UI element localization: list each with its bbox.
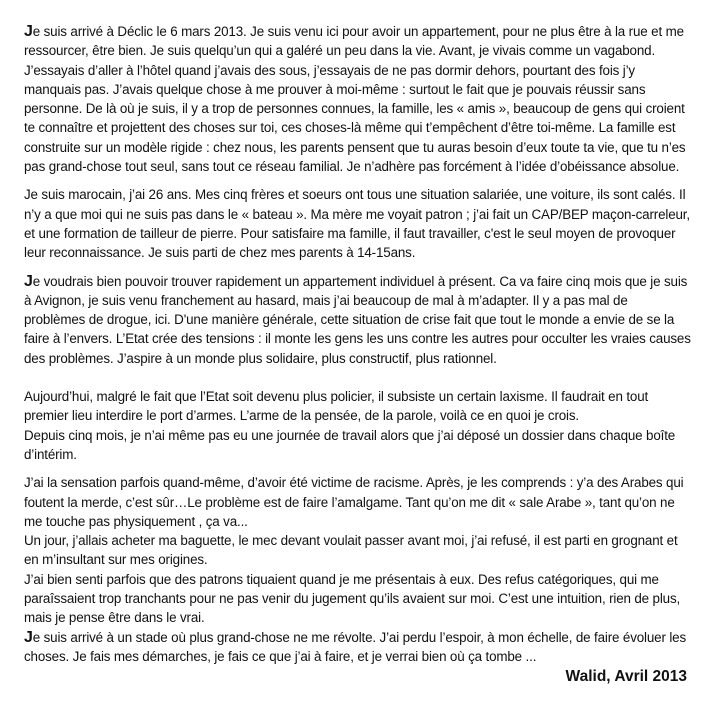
signature: Walid, Avril 2013 [565, 668, 687, 685]
paragraph-7: Un jour, j’allais acheter ma baguette, le mec devant voulait passer avant moi, j’ai refusé, il est parti en grognant et en m’insultant sur mes origines. [24, 533, 678, 568]
paragraph-3-text: e voudrais bien pouvoir trouver rapidement un appartement individuel à présent. Ca va faire cinq mois que je suis à Avignon, je suis venu franchement au hasard, mais j’ai beaucoup de mal à m’adapter. Il y a pas mal de problèmes de drogue, ici. D'une manière générale, cette situation de crise fait que tout le monde a envie de se la faire à l’envers. L’Etat crée des tensions : il monte les gens les uns contre les autres pour occulter les vraies causes des problèmes. J’aspire à un monde plus solidaire, plus constructif, plus rationnel. [24, 273, 691, 366]
paragraph-5: Depuis cinq mois, je n’ai même pas eu une journée de travail alors que j’ai déposé un dossier dans chaque boîte d’intérim. [24, 427, 676, 462]
paragraph-2: Je suis marocain, j’ai 26 ans. Mes cinq frères et soeurs ont tous une situation salariée, une voiture, ils sont calés. Il n’y a que moi qui ne suis pas dans le « bateau ». Ma mère me voyait patron ; j’ai fait un CAP/BEP maçon-carreleur, et une formation de tailleur de pierre. Pour satisfaire ma famille, il faut travailler, c'est le seul moyen de provoquer leur reconnaissance. Je suis parti de chez mes parents à 14-15ans. [24, 187, 690, 261]
paragraph-8: J’ai bien senti parfois que des patrons tiquaient quand je me présentais à eux. Des refus catégoriques, qui me paraîssaient trop tranchants pour ne pas venir du jugement qu’ils avaient sur moi. C’est une intuition, rien de plus, mais je pense être dans le vrai. [24, 571, 681, 626]
paragraph-1 [24, 22, 692, 176]
drop-letter: J [24, 23, 33, 40]
paragraph-9 [24, 628, 692, 667]
drop-letter: J [24, 272, 33, 290]
paragraph-1-text: e suis arrivé à Déclic le 6 mars 2013. Je suis venu ici pour avoir un appartement, pour ne plus être à la rue et me ressourcer, être bien. Je suis quelqu’un qui a galéré un peu dans la vie. Avant, je vivais comme un vagabond. J’essayais d’aller à l’hôtel quand j’avais des sous, j’essayais de ne pas dormir dehors, pourtant des fois j’y manquais pas. J’avais quelque chose à me prouver à moi-même : surtout le fait que je pouvais réussir sans personne. De là où je suis, il y a trop de personnes connues, la famille, les « amis », beaucoup de gens qui croient te connaître et projettent des choses sur toi, ces choses-là même qui t’empêchent d’être toi-même. La famille est construite sur un modèle rigide : chez nous, les parents pensent que tu auras besoin d’eux toute ta vie, que tu n’es pas grand-chose tout seul, sans tout ce réseau familial. Je n’adhère pas forcément à l’idée d’obéissance absolue. [24, 24, 686, 175]
paragraph-3 [24, 272, 692, 368]
paragraph-4: Aujourd’hui, malgré le fait que l’Etat soit devenu plus policier, il subsiste un certain laxisme. Il faudrait en tout premier lieu interdire le port d’armes. L’arme de la pensée, de la parole, voilà ce en quoi je crois. [24, 389, 649, 424]
testimony-text [24, 22, 692, 666]
paragraph-6: J’ai la sensation parfois quand-même, d’avoir été victime de racisme. Après, je les comprends : y’a des Arabes qui foutent la merde, c’est sûr…Le problème est de faire l’amalgame. Tant qu’on me dit « sale Arabe », tant qu’on ne me touche pas physiquement , ça va... [24, 475, 684, 529]
paragraph-9-text: e suis arrivé à un stade où plus grand-chose ne me révolte. J’ai perdu l’espoir, à mon échelle, de faire évoluer les choses. Je fais mes démarches, je fais ce que j’ai à faire, et je verrai bien où ça tombe ... [24, 629, 687, 664]
drop-letter: J [24, 628, 33, 646]
